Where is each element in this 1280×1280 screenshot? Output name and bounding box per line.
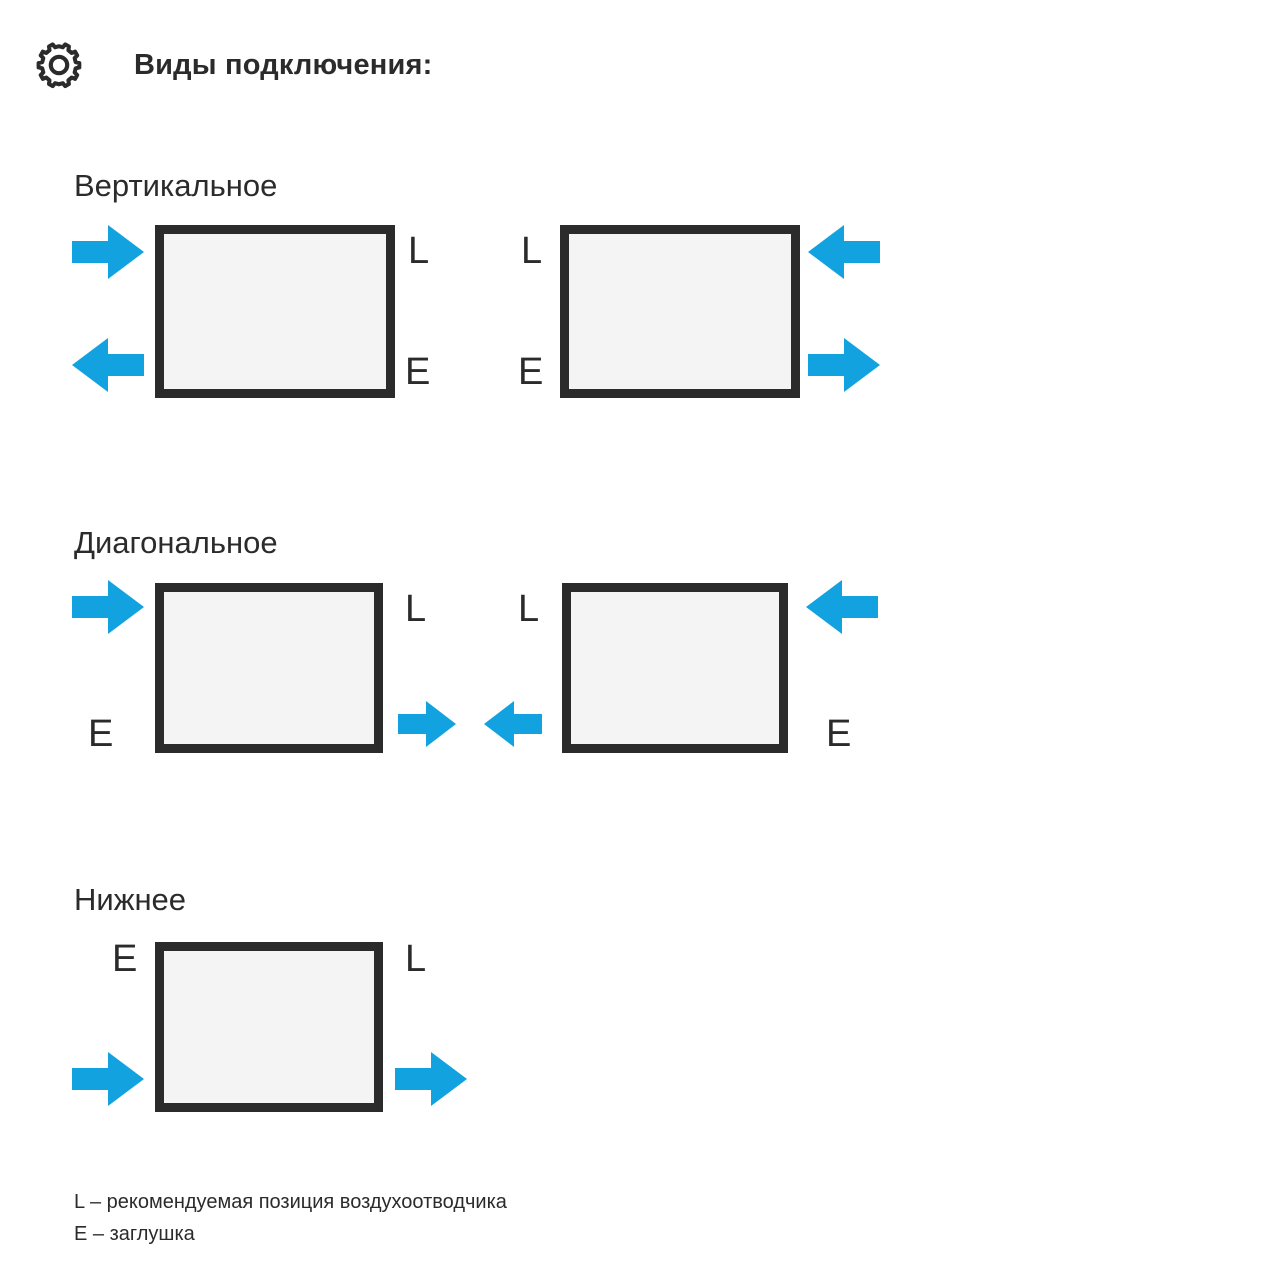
port-label-diagonal-right-E: E [826,713,852,755]
port-label-vertical-left-E: E [405,351,431,393]
legend-line-L: L – рекомендуемая позиция воздухоотводчика [74,1191,507,1213]
arrow-vertical-left-bottom-out [72,338,144,392]
radiator-vertical-left [155,225,395,398]
arrow-diagonal-right-bottom-out [484,701,542,747]
port-label-vertical-right-E: E [518,351,544,393]
port-label-vertical-left-L: L [408,230,430,272]
radiator-bottom [155,942,383,1112]
arrow-diagonal-left-bottom-out [398,701,456,747]
port-label-diagonal-left-L: L [405,588,427,630]
section-title-bottom: Нижнее [74,882,187,917]
page-title: Виды подключения: [134,48,433,81]
section-title-diagonal: Диагональное [74,525,278,560]
arrow-diagonal-right-top-in [806,580,878,634]
arrow-vertical-right-bottom-out [808,338,880,392]
arrow-diagonal-left-top-in [72,580,144,634]
port-label-bottom-L: L [405,938,427,980]
port-label-bottom-E: E [112,938,138,980]
radiator-diagonal-left [155,583,383,753]
radiator-diagonal-right [562,583,788,753]
legend-line-E: E – заглушка [74,1223,195,1245]
section-title-vertical: Вертикальное [74,168,278,203]
arrow-vertical-left-top-in [72,225,144,279]
port-label-diagonal-left-E: E [88,713,114,755]
page-header [34,40,433,90]
port-label-vertical-right-L: L [521,230,543,272]
gear-icon [34,40,84,90]
arrow-vertical-right-top-in [808,225,880,279]
legend [74,1186,507,1250]
arrow-bottom-left-in [72,1052,144,1106]
arrow-bottom-right-out [395,1052,467,1106]
port-label-diagonal-right-L: L [518,588,540,630]
radiator-vertical-right [560,225,800,398]
